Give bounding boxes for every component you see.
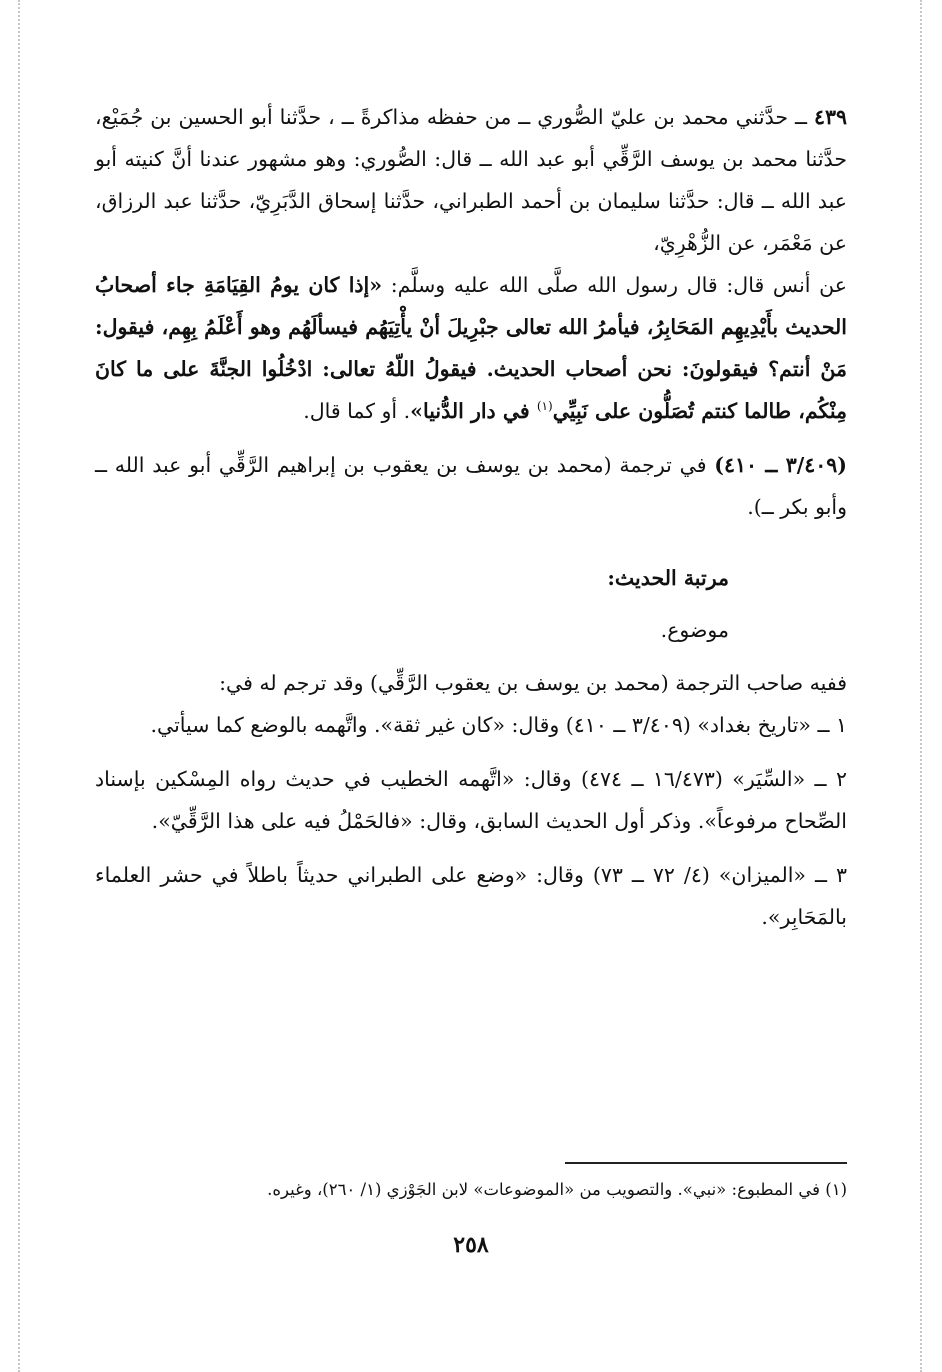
page-number: ٢٥٨ [453,1232,489,1258]
matn-quote: «إذا كان يومُ القِيَامَةِ جاء أصحابُ الحديث بأَيْدِيهِم المَحَابِرُ، فيأمرُ الله تعالى جبْرِيلَ أنْ يأْتِيَهُم فيسألَهُم وهو أَعْلَمُ بِهِم، فيقول: مَنْ أنتم؟ فيقولونَ: نحن أصحاب الحديث. فيقولُ اللّهُ تعالى: ادْخُلُوا الجنَّةَ على ما كانَ مِنْكُم، طالما كنتم تُصَلُّون على نَبِيِّي [95,273,847,423]
left-margin-guide [18,0,20,1372]
page-body [95,96,847,1276]
hadith-number: ٤٣٩ [813,105,847,129]
body-intro: ففيه صاحب الترجمة (محمد بن يوسف بن يعقوب الرَّقِّي) وقد ترجم له في: [219,671,847,695]
hadith-matn [95,264,847,432]
body-item-3: ٣ ــ «الميزان» (٤/ ٧٢ ــ ٧٣) وقال: «وضع على الطبراني حديثاً باطلاً في حشر العلماء بالمَحَابِر». [95,863,847,929]
source-note [95,444,847,528]
hadith-isnad [95,96,847,264]
body-item-2: ٢ ــ «السِّيَر» (١٦/٤٧٣ ــ ٤٧٤) وقال: «اتَّهمه الخطيب في حديث رواه المِسْكين بإسناد الصِّحاح مرفوعاً». وذكر أول الحديث السابق، وقال: «فالحَمْلُ فيه على هذا الرَّقِّيّ». [95,767,847,833]
source-text: في ترجمة (محمد بن يوسف بن يعقوب بن إبراهيم الرَّقِّي أبو عبد الله ــ وأبو بكر ــ). [95,453,847,519]
right-margin-guide [920,0,922,1372]
matn-quote-end: في دار الدُّنيا» [410,399,537,423]
matn-intro: عن أنس قال: قال رسول الله صلَّى الله عليه وسلَّم: [382,273,847,297]
source-ref: (٣/٤٠٩ ــ ٤١٠) [714,453,847,477]
grade-heading: مرتبة الحديث: [607,566,729,590]
footnote-ref: (١) [536,399,553,414]
grade-verdict: موضوع. [660,618,729,642]
isnad-text: ــ حدَّثني محمد بن عليّ الصُّوري ــ من حفظه مذاكرةً ــ ، حدَّثنا أبو الحسين بن جُمَيْع، حدَّثنا محمد بن يوسف الرَّقِّي أبو عبد الله ــ قال: الصُّوري: وهو مشهور عندنا أنَّ كنيته أبو عبد الله ــ قال: حدَّثنا سليمان بن أحمد الطبراني، حدَّثنا إسحاق الدَّبَرِيّ، حدَّثنا عبد الرزاق، عن مَعْمَر، عن الزُّهْرِيّ، [95,105,847,255]
footnote-divider [565,1162,847,1164]
matn-end: . أو كما قال. [303,399,411,423]
footnote: (١) في المطبوع: «نبي». والتصويب من «الموضوعات» لابن الجَوْزي (١/ ٢٦٠)، وغيره. [267,1180,847,1199]
body-item-1: ١ ــ «تاريخ بغداد» (٣/٤٠٩ ــ ٤١٠) وقال: «كان غير ثقة». واتَّهمه بالوضع كما سيأتي. [150,713,847,737]
